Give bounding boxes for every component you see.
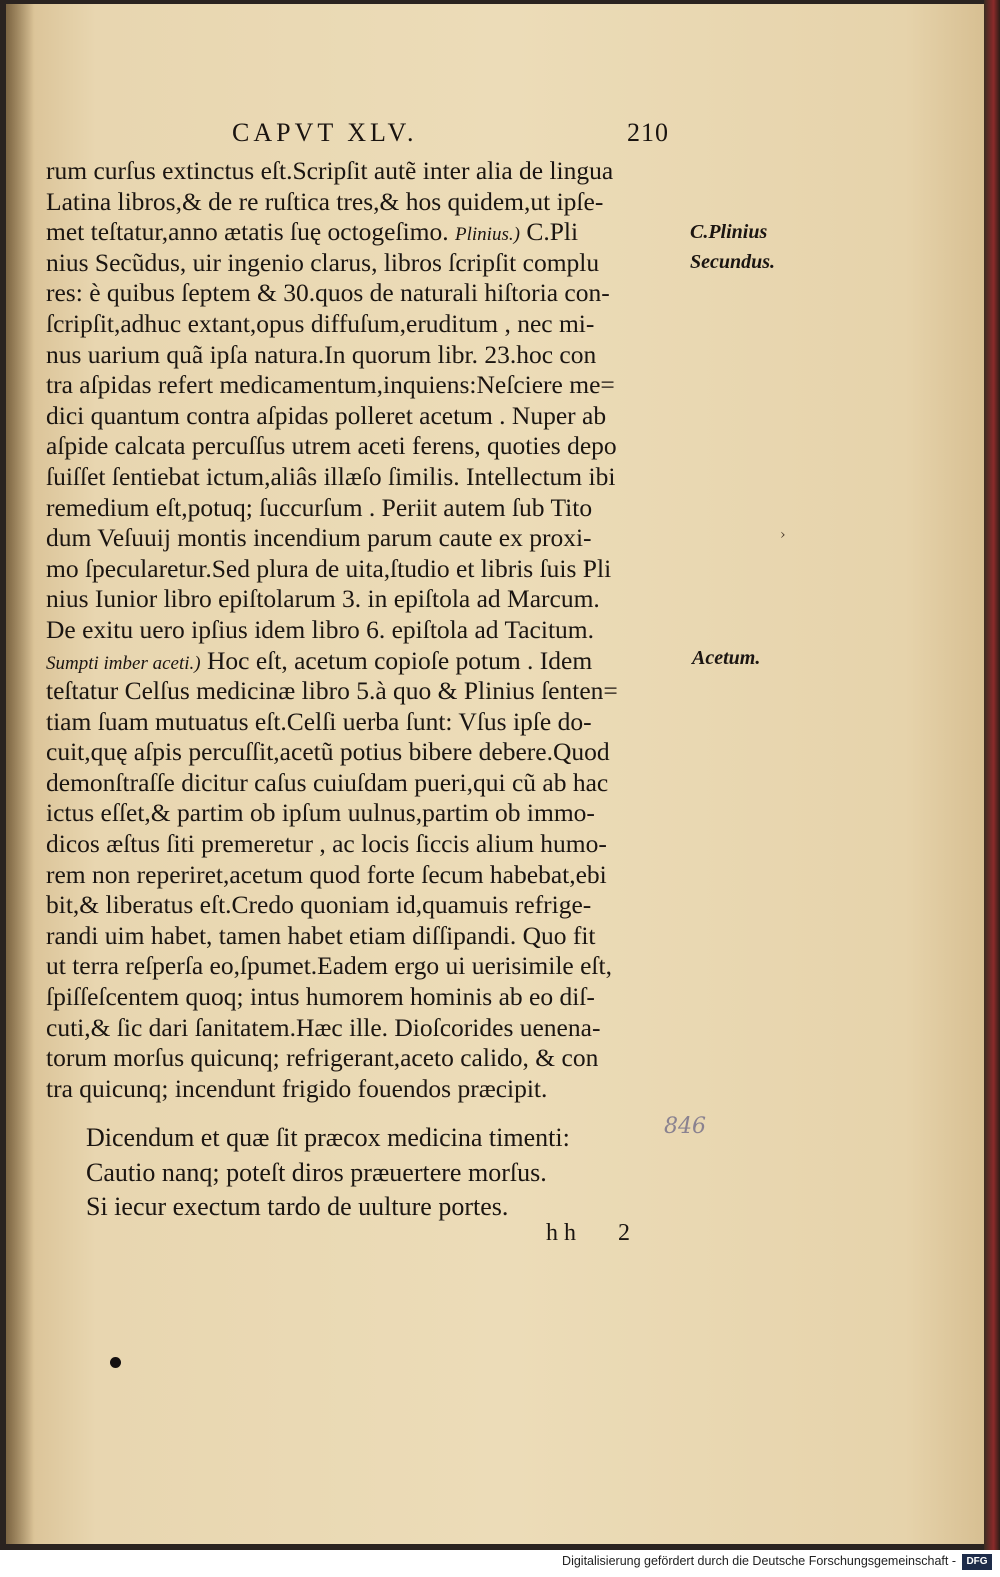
margin-note-acetum: Acetum.: [692, 647, 761, 669]
signature-mark: hh: [546, 1220, 582, 1246]
footer-bar: [0, 1550, 1000, 1577]
text-line-tail: Hoc eſt, acetum copioſe potum . Idem: [206, 645, 593, 675]
signature-number: 2: [618, 1220, 630, 1246]
page-number: 210: [627, 118, 669, 147]
text-line: ut terra reſperſa eo,ſpumet.Eadem ergo ui uerisimile eſt,: [46, 951, 612, 981]
body-text: [46, 156, 706, 1104]
text-line: ſcripſit,adhuc extant,opus diffuſum,eruditum , nec mi-: [46, 308, 595, 338]
chapter-title: CAPVT XLV.: [232, 118, 418, 147]
text-line: [46, 217, 706, 248]
book-edge: [984, 0, 1000, 1550]
text-line: randi uim habet, tamen habet etiam diſſipandi. Quo fit: [46, 920, 596, 950]
text-line: nius Secũdus, uir ingenio clarus, libros ſcripſit complu: [46, 247, 600, 277]
text-line: tra quicunq; incendunt frigido fouendos præcipit.: [46, 1073, 548, 1103]
text-line: cuit,quę aſpis percuſſit,acetũ potius bibere debere.Quod: [46, 737, 610, 767]
handwritten-number: 846: [664, 1114, 706, 1139]
text-line: rum curſus extinctus eſt.Scripſit autẽ inter alia de lingua: [46, 156, 614, 185]
text-line: dum Veſuuij montis incendium parum caute ex proxi-: [46, 523, 592, 553]
verse-block: [86, 1121, 706, 1225]
text-line: aſpide calcata percuſſus utrem aceti ferens, quoties depo: [46, 431, 617, 461]
text-line: teſtatur Celſus medicinæ libro 5.à quo & Plinius ſenten=: [46, 676, 618, 706]
text-line: ſuiſſet ſentiebat ictum,aliâs illæſo ſimilis. Intellectum ibi: [46, 461, 616, 491]
running-head: [232, 118, 692, 148]
text-line: torum morſus quicunq; refrigerant,aceto calido, & con: [46, 1043, 599, 1073]
text-line: ictus eſſet,& partim ob ipſum uulnus,partim ob immo-: [46, 798, 595, 828]
verse-line: Dicendum et quæ ſit præcox medicina timenti:: [86, 1123, 570, 1152]
ink-spot: [110, 1357, 121, 1368]
text-line: dicos æſtus ſiti premeretur , ac locis ſiccis alium humo-: [46, 829, 607, 859]
text-line: tra aſpidas refert medicamentum,inquiens:Neſciere me=: [46, 370, 615, 400]
text-line: Latina libros,& de re ruſtica tres,& hos quidem,ut ipſe-: [46, 186, 604, 216]
inline-lemma: Sumpti imber aceti.): [46, 652, 201, 674]
margin-note-plinius: C.Plinius: [690, 221, 768, 243]
text-line: ſpiſſeſcentem quoq; intus humorem hominis ab eo diſ-: [46, 982, 595, 1012]
paper-mark: ›: [780, 527, 786, 543]
text-line: rem non reperiret,acetum quod forte ſecum habebat,ebi: [46, 859, 607, 889]
text-line: tiam ſuam mutuatus eſt.Celſi uerba ſunt: Vſus ipſe do-: [46, 706, 592, 736]
spine-shadow: [6, 4, 34, 1544]
text-line: demonſtraſſe dicitur caſus cuiuſdam pueri,qui cũ ab hac: [46, 767, 609, 797]
text-line-main: met teſtatur,anno ætatis ſuę octogeſimo.: [46, 217, 449, 247]
text-line: res: è quibus ſeptem & 30.quos de naturali hiſtoria con-: [46, 278, 610, 308]
funding-credit: Digitalisierung gefördert durch die Deutsche Forschungsgemeinschaft -: [562, 1554, 956, 1568]
text-line: nus uarium quã ipſa natura.In quorum libr. 23.hoc con: [46, 339, 597, 369]
verse-line: Si iecur exectum tardo de uulture portes.: [86, 1192, 509, 1221]
verse-line: Cautio nanq; poteſt diros præuertere morſus.: [86, 1157, 547, 1187]
text-line: cuti,& ſic dari ſanitatem.Hæc ille. Dioſcorides uenena-: [46, 1012, 601, 1042]
dfg-logo: DFG: [962, 1554, 992, 1570]
text-line-tail: C.Pli: [526, 217, 579, 247]
text-line: [46, 646, 706, 677]
text-line: nius Iunior libro epiſtolarum 3. in epiſtola ad Marcum.: [46, 584, 600, 614]
margin-note-secundus: Secundus.: [690, 251, 776, 273]
text-line: mo ſpecularetur.Sed plura de uita,ſtudio et libris ſuis Pli: [46, 553, 612, 583]
text-line: De exitu uero ipſius idem libro 6. epiſtola ad Tacitum.: [46, 614, 595, 644]
inline-lemma: Plinius.): [455, 224, 520, 246]
text-line: remedium eſt,potuq; ſuccurſum . Periit autem ſub Tito: [46, 492, 593, 522]
text-line: bit,& liberatus eſt.Credo quoniam id,quamuis refrige-: [46, 890, 592, 920]
text-line: dici quantum contra aſpidas polleret acetum . Nuper ab: [46, 400, 607, 430]
